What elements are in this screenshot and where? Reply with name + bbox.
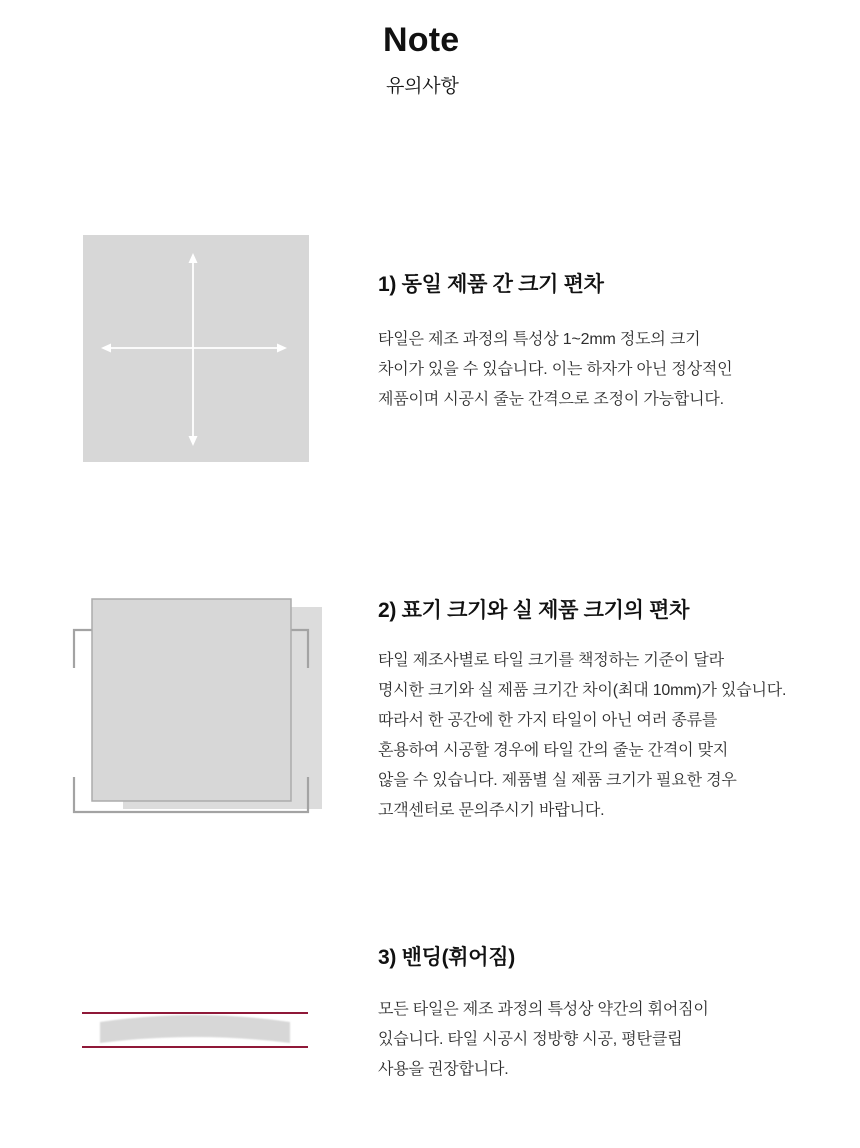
body-line: 혼용하여 시공할 경우에 타일 간의 줄눈 간격이 맞지 bbox=[378, 742, 729, 759]
page-title: Note bbox=[383, 21, 460, 59]
body-line: 따라서 한 공간에 한 가지 타일이 아닌 여러 종류를 bbox=[378, 712, 718, 729]
body-line: 모든 타일은 제조 과정의 특성상 약간의 휘어짐이 bbox=[378, 1001, 709, 1018]
body-line: 차이가 있을 수 있습니다. 이는 하자가 아닌 정상적인 bbox=[378, 361, 733, 378]
body-line: 않을 수 있습니다. 제품별 실 제품 크기가 필요한 경우 bbox=[378, 772, 737, 789]
front-tile bbox=[92, 599, 291, 801]
body-line: 사용을 권장합니다. bbox=[378, 1061, 509, 1078]
tile-bending-illustration bbox=[78, 1006, 314, 1054]
body-line: 타일 제조사별로 타일 크기를 책정하는 기준이 달라 bbox=[378, 652, 724, 669]
section-2-heading: 2) 표기 크기와 실 제품 크기의 편차 bbox=[378, 599, 690, 622]
section-2-body bbox=[378, 646, 818, 826]
section-1-body bbox=[378, 325, 818, 415]
body-line: 고객센터로 문의주시기 바랍니다. bbox=[378, 802, 605, 819]
section-1-heading: 1) 동일 제품 간 크기 편차 bbox=[378, 273, 604, 296]
body-line: 명시한 크기와 실 제품 크기간 차이(최대 10mm)가 있습니다. bbox=[378, 682, 787, 699]
tile-size-difference-illustration bbox=[72, 596, 322, 818]
body-line: 제품이며 시공시 줄눈 간격으로 조정이 가능합니다. bbox=[378, 391, 724, 408]
section-3-heading: 3) 밴딩(휘어짐) bbox=[378, 946, 515, 969]
bowed-tile-side-view bbox=[100, 1015, 290, 1043]
body-line: 타일은 제조 과정의 특성상 1~2mm 정도의 크기 bbox=[378, 331, 701, 348]
body-line: 있습니다. 타일 시공시 정방향 시공, 평탄클립 bbox=[378, 1031, 683, 1048]
page-subtitle: 유의사항 bbox=[386, 76, 459, 97]
section-3-body bbox=[378, 995, 818, 1085]
tile-size-variance-illustration bbox=[83, 235, 309, 462]
